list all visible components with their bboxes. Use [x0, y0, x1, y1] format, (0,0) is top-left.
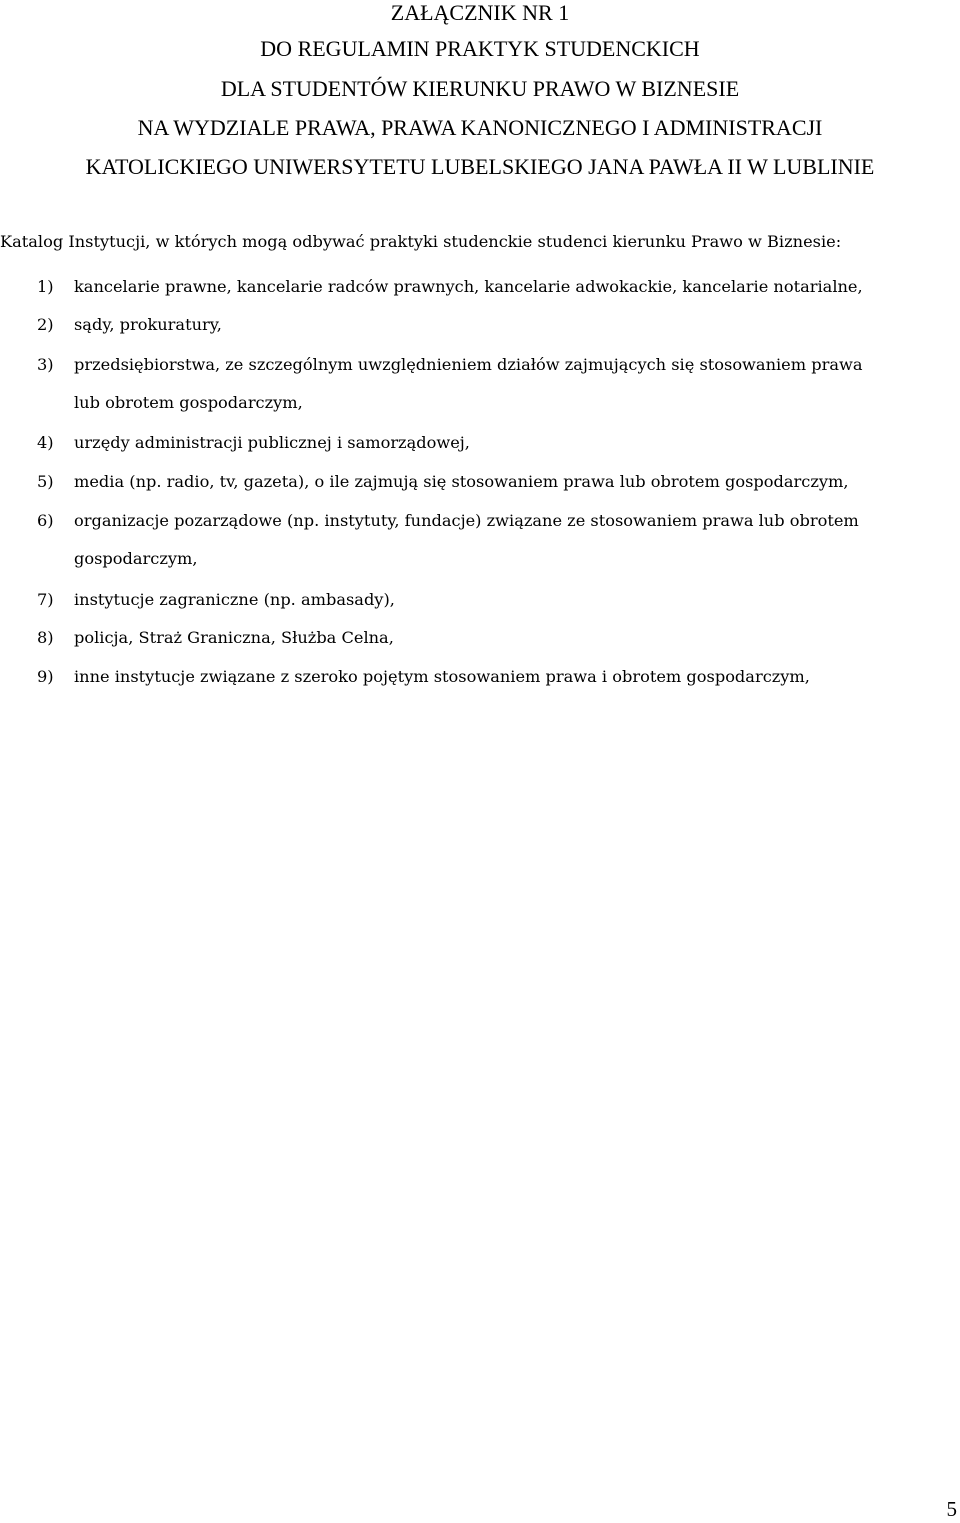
list-item-text: kancelarie prawne, kancelarie radców prawnych, kancelarie adwokackie, kancelarie notarialne, [74, 277, 863, 296]
list-item-number: 2) [37, 315, 54, 334]
page-number: 5 [946, 1497, 957, 1521]
list-item-text: urzędy administracji publicznej i samorządowej, [74, 433, 470, 452]
heading-line-4: NA WYDZIALE PRAWA, PRAWA KANONICZNEGO I ADMINISTRACJI [137, 115, 823, 140]
list-item-text: inne instytucje związane z szeroko pojętym stosowaniem prawa i obrotem gospodarczym, [74, 667, 810, 686]
heading-line-2: DO REGULAMIN PRAKTYK STUDENCKICH [260, 36, 700, 61]
list-item-number: 4) [37, 433, 54, 452]
heading-line-1: ZAŁĄCZNIK NR 1 [390, 0, 570, 25]
intro-paragraph: Katalog Instytucji, w których mogą odbywać praktyki studenckie studenci kierunku Prawo w Biznesie: [0, 232, 842, 251]
list-item-text: policja, Straż Graniczna, Służba Celna, [74, 628, 394, 647]
heading-line-5: KATOLICKIEGO UNIWERSYTETU LUBELSKIEGO JANA PAWŁA II W LUBLINIE [85, 154, 875, 179]
list-item-number: 7) [37, 590, 54, 609]
heading-line-3: DLA STUDENTÓW KIERUNKU PRAWO W BIZNESIE [220, 76, 740, 101]
list-item-number: 5) [37, 472, 54, 491]
list-item-number: 9) [37, 667, 54, 686]
list-item-text: przedsiębiorstwa, ze szczególnym uwzględnieniem działów zajmujących się stosowaniem prawa lub obrotem gospodarczym, [74, 355, 863, 412]
list-item-number: 6) [37, 511, 54, 530]
list-item-number: 3) [37, 355, 54, 374]
list-item-text: sądy, prokuratury, [74, 315, 222, 334]
list-item-text: organizacje pozarządowe (np. instytuty, fundacje) związane ze stosowaniem prawa lub obrotem gospodarczym, [74, 511, 859, 568]
list-item-text: instytucje zagraniczne (np. ambasady), [74, 590, 395, 609]
list-item-number: 8) [37, 628, 54, 647]
list-item-text: media (np. radio, tv, gazeta), o ile zajmują się stosowaniem prawa lub obrotem gospodarczym, [74, 472, 849, 491]
list-item-number: 1) [37, 277, 54, 296]
